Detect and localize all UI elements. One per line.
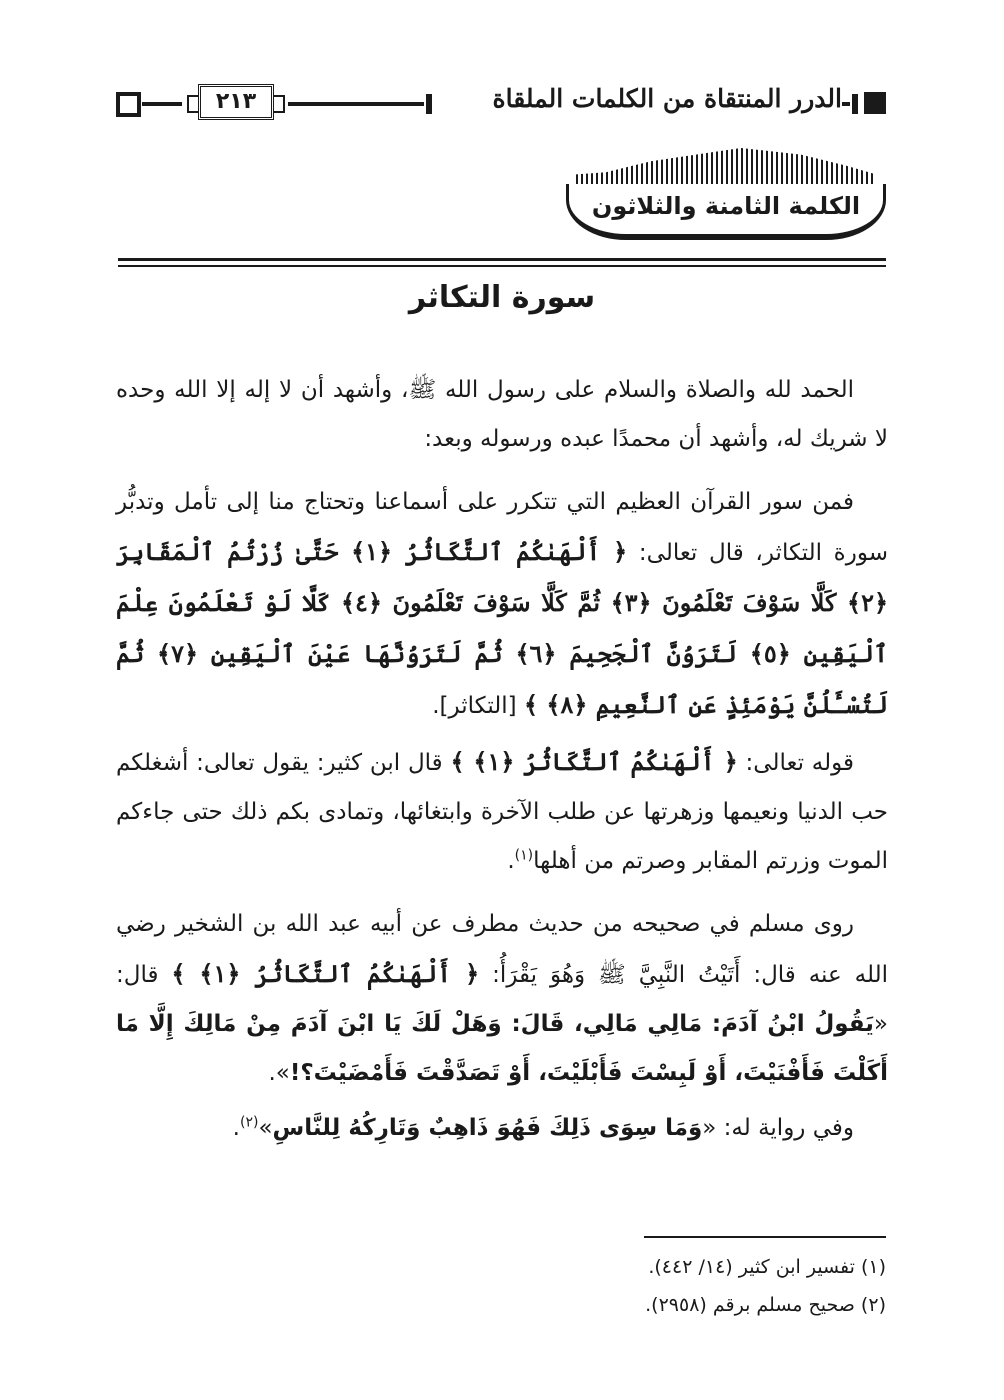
hadith-intro: روى مسلم في صحيحه من حديث مطرف عن أبيه عبد الله بن الشخير رضي الله عنه قال: أَتَيْتُ النَّبِيَّ ﷺ وَهُوَ يَقْرَأُ: bbox=[116, 911, 888, 988]
header-open-square-ornament bbox=[116, 92, 141, 117]
paragraph-narration bbox=[116, 1104, 888, 1153]
section-divider bbox=[118, 258, 886, 267]
header-bar-ornament-mid bbox=[426, 94, 432, 114]
tafsir-end: . bbox=[507, 848, 515, 874]
header-rule-middle bbox=[288, 102, 424, 106]
quran-verse-1-quote: ﴿ أَلْهَىٰكُمُ ٱلتَّكَاثُرُ ﴿١﴾ ﴾ bbox=[171, 959, 480, 988]
chapter-badge bbox=[566, 148, 886, 244]
header-bar-ornament bbox=[852, 94, 858, 114]
footnote-1: (١) تفسير ابن كثير (١٤/ ٤٤٢). bbox=[648, 1256, 886, 1278]
page-number: ٢١٣ bbox=[215, 89, 257, 114]
paragraph-surah bbox=[116, 478, 888, 731]
header-rule-left bbox=[142, 102, 182, 106]
paragraph-hadith bbox=[116, 900, 888, 1098]
surah-reference: [التكاثر]. bbox=[432, 693, 524, 719]
narration-hadith-text: وَمَا سِوَى ذَلِكَ فَهُوَ ذَاهِبٌ وَتَارِكُهُ لِلنَّاسِ bbox=[272, 1115, 703, 1141]
narration-end: . bbox=[232, 1115, 240, 1141]
footnote-ref-1[interactable]: (١) bbox=[514, 847, 534, 864]
quran-verse-1: ﴿ أَلْهَىٰكُمُ ٱلتَّكَاثُرُ ﴿١﴾ ﴾ bbox=[450, 747, 738, 776]
hadith-text: يَقُولُ ابْنُ آدَمَ: مَالِي مَالِي، قَالَ: وَهَلْ لَكَ يَا ابْنَ آدَمَ مِنْ مَالِكَ إِلَّا مَا أَكَلْتَ فَأَفْنَيْتَ، أَوْ لَبِسْتَ فَأَبْلَيْتَ، أَوْ تَصَدَّقْتَ فَأَمْضَيْتَ؟! bbox=[116, 1011, 888, 1086]
surah-intro-text: فمن سور القرآن العظيم التي تتكرر على أسماعنا وتحتاج منا إلى تأمل وتدبُّر سورة التكاثر، قال تعالى: bbox=[116, 489, 888, 566]
footnotes bbox=[116, 1248, 886, 1324]
narration-intro: وفي رواية له: « bbox=[702, 1115, 854, 1141]
running-header bbox=[116, 82, 886, 126]
book-title: الدرر المنتقاة من الكلمات الملقاة bbox=[492, 84, 842, 113]
footnote-divider bbox=[644, 1236, 886, 1238]
tafsir-intro: قوله تعالى: bbox=[737, 750, 854, 776]
hadith-end: ». bbox=[268, 1060, 290, 1086]
chapter-label: الكلمة الثامنة والثلاثون bbox=[591, 192, 861, 220]
header-rule-right bbox=[842, 102, 850, 106]
quran-verses: ﴿ أَلْهَىٰكُمُ ٱلتَّكَاثُرُ ﴿١﴾ حَتَّىٰ زُرْتُمُ ٱلْمَقَابِرَ ﴿٢﴾ كَلَّا سَوْفَ تَعْلَمُونَ ﴿٣﴾ ثُمَّ كَلَّا سَوْفَ تَعْلَمُونَ ﴿٤﴾ كَلَّا لَوْ تَعْلَمُونَ عِلْمَ ٱلْيَقِينِ ﴿٥﴾ لَتَرَوُنَّ ٱلْجَحِيمَ ﴿٦﴾ ثُمَّ لَتَرَوُنَّهَا عَيْنَ ٱلْيَقِينِ ﴿٧﴾ ثُمَّ لَتُسْـَٔلُنَّ يَوْمَئِذٍ عَنِ ٱلنَّعِيمِ ﴿٨﴾ ﴾ bbox=[116, 537, 889, 719]
paragraph-tafsir bbox=[116, 737, 888, 886]
footnote-2: (٢) صحيح مسلم برقم (٢٩٥٨). bbox=[645, 1294, 886, 1316]
page-number-box bbox=[198, 84, 274, 120]
opening-text: الحمد لله والصلاة والسلام على رسول الله ﷺ، وأشهد أن لا إله إلا الله وحده لا شريك له، وأشهد أن محمدًا عبده ورسوله وبعد: bbox=[116, 377, 888, 452]
tafsir-text: قال ابن كثير: يقول تعالى: أشغلكم حب الدنيا ونعيمها وزهرتها عن طلب الآخرة وابتغائها، وتمادى بكم ذلك حتى جاءكم الموت وزرتم المقابر وصرتم من أهلها bbox=[116, 750, 888, 874]
body-text bbox=[116, 366, 888, 1167]
header-filled-square-ornament bbox=[864, 92, 886, 114]
footnote-ref-2[interactable]: (٢) bbox=[239, 1114, 259, 1131]
narration-close-quote: » bbox=[258, 1115, 273, 1141]
hadith-said: قال: « bbox=[116, 962, 888, 1037]
paragraph-opening bbox=[116, 366, 888, 464]
surah-title: سورة التكاثر bbox=[408, 280, 596, 315]
